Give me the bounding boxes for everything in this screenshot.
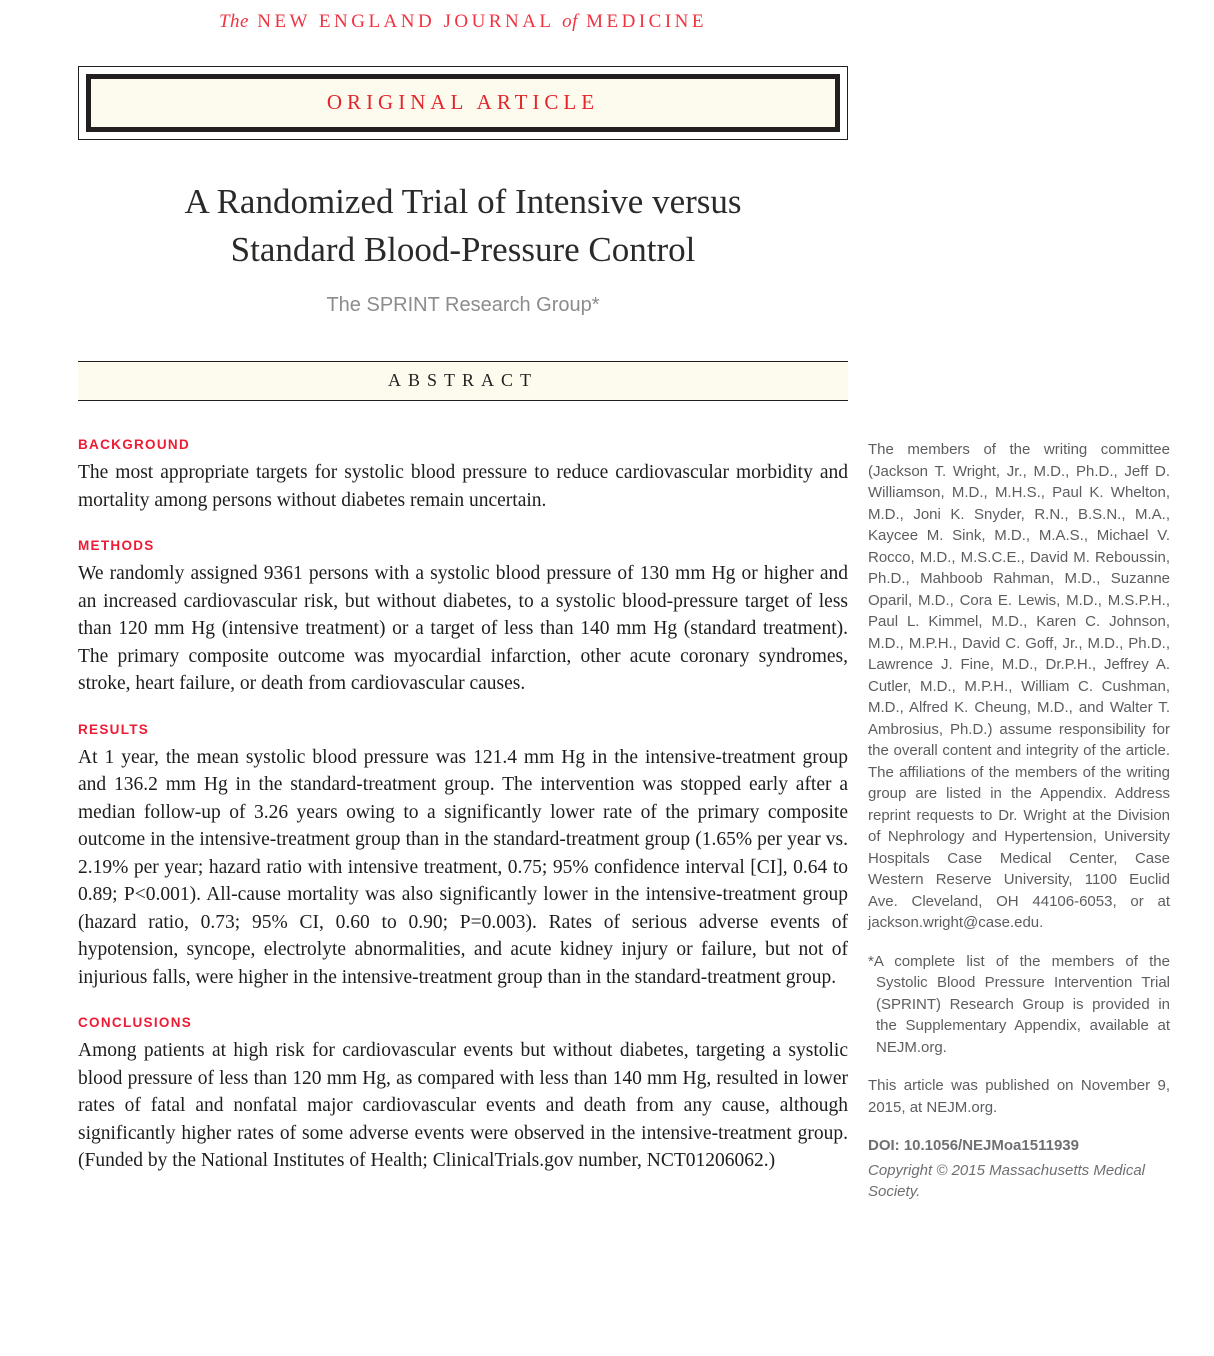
background-heading: BACKGROUND [78,437,190,452]
masthead-medicine: MEDICINE [586,11,707,32]
original-article-banner [86,74,840,132]
methods-heading: METHODS [78,538,155,553]
sprint-group-footnote: *A complete list of the members of the Systolic Blood Pressure Intervention Trial (SPRINT) Research Group is provided in the Supplementary Appendix, available at NEJM.org. [868,952,1170,1056]
conclusions-body: Among patients at high risk for cardiovascular events but without diabetes, targeting a systolic blood pressure of less than 120 mm Hg, as compared with less than 140 mm Hg, resulted in lower rates of fatal and nonfatal major cardiovascular events and death from any cause, although significantly higher rates of some adverse events were observed in the intensive-treatment group. (Funded by the National Institutes of Health; ClinicalTrials.gov number, NCT01206062.) [78,1040,848,1171]
article-type-label: ORIGINAL ARTICLE [326,90,600,114]
masthead-the: The [218,11,249,32]
article-title [78,178,848,274]
section-conclusions [78,1015,848,1175]
methods-body: We randomly assigned 9361 persons with a systolic blood pressure of 130 mm Hg or higher and an increased cardiovascular risk, but without diabetes, to a systolic blood-pressure target of less than 120 mm Hg (intensive treatment) or a target of less than 140 mm Hg (standard treatment). The primary composite outcome was myocardial infarction, other acute coronary syndromes, stroke, heart failure, or death from cardiovascular causes. [78,563,848,694]
abstract-sidebar [868,437,1170,1220]
results-body: At 1 year, the mean systolic blood pressure was 121.4 mm Hg in the intensive-treatment group and 136.2 mm Hg in the standard-treatment group. The intervention was stopped early after a median follow-up of 3.26 years owing to a significantly lower rate of the primary composite outcome in the intensive-treatment group than in the standard-treatment group (1.65% per year vs. 2.19% per year; hazard ratio with intensive treatment, 0.75; 95% confidence interval [CI], 0.64 to 0.89; P<0.001). All-cause mortality was also significantly lower in the intensive-treatment group (hazard ratio, 0.73; 95% CI, 0.60 to 0.90; P=0.003). Rates of serious adverse events of hypotension, syncope, electrolyte abnormalities, and acute kidney injury or failure, but not of injurious falls, were higher in the intensive-treatment group than in the standard-treatment group. [78,746,848,988]
masthead-new-england-journal: NEW ENGLAND JOURNAL [257,11,554,32]
abstract-main-column [78,437,848,1220]
publication-note: This article was published on November 9, 2015, at NEJM.org. [868,1077,1170,1116]
original-article-frame [78,66,848,140]
results-heading: RESULTS [78,721,150,737]
conclusions-heading: CONCLUSIONS [78,1015,193,1030]
author-byline: The SPRINT Research Group* [326,294,600,316]
abstract-banner: ABSTRACT [78,361,848,401]
section-results [78,722,848,992]
abstract-columns [78,437,1214,1220]
article-title-line2: Standard Blood-Pressure Control [230,230,696,269]
article-title-line1: A Randomized Trial of Intensive versus [184,182,742,221]
section-methods [78,538,848,698]
background-body: The most appropriate targets for systolic blood pressure to reduce cardiovascular morbidity and mortality among persons without diabetes remain uncertain. [78,462,848,511]
section-background [78,437,848,514]
masthead-of: of [562,11,578,32]
doi-line: DOI: 10.1056/NEJMoa1511939 [868,1137,1079,1154]
journal-masthead [78,0,848,33]
copyright-line: Copyright © 2015 Massachusetts Medical Society. [868,1161,1146,1200]
writing-committee-note: The members of the writing committee (Jackson T. Wright, Jr., M.D., Ph.D., Jeff D. Williamson, M.D., M.H.S., Paul K. Whelton, M.D., Joni K. Snyder, R.N., B.S.N., M.A., Kaycee M. Sink, M.D., M.A.S., Michael V. Rocco, M.D., M.S.C.E., David M. Reboussin, Ph.D., Mahboob Rahman, M.D., Suzanne Oparil, M.D., Cora E. Lewis, M.D., M.S.P.H., Paul L. Kimmel, M.D., Karen C. Johnson, M.D., M.P.H., David C. Goff, Jr., M.D., Ph.D., Lawrence J. Fine, M.D., Dr.P.H., Jeffrey A. Cutler, M.D., M.P.H., William C. Cushman, M.D., Alfred K. Cheung, M.D., and Walter T. Ambrosius, Ph.D.) assume responsibility for the overall content and integrity of the article. The affiliations of the members of the writing group are listed in the Appendix. Address reprint requests to Dr. Wright at the Division of Nephrology and Hypertension, University Hospitals Case Medical Center, Case Western Reserve University, 1100 Euclid Ave. Cleveland, OH 44106-6053, or at jackson.wright@case.edu. [868,441,1170,931]
